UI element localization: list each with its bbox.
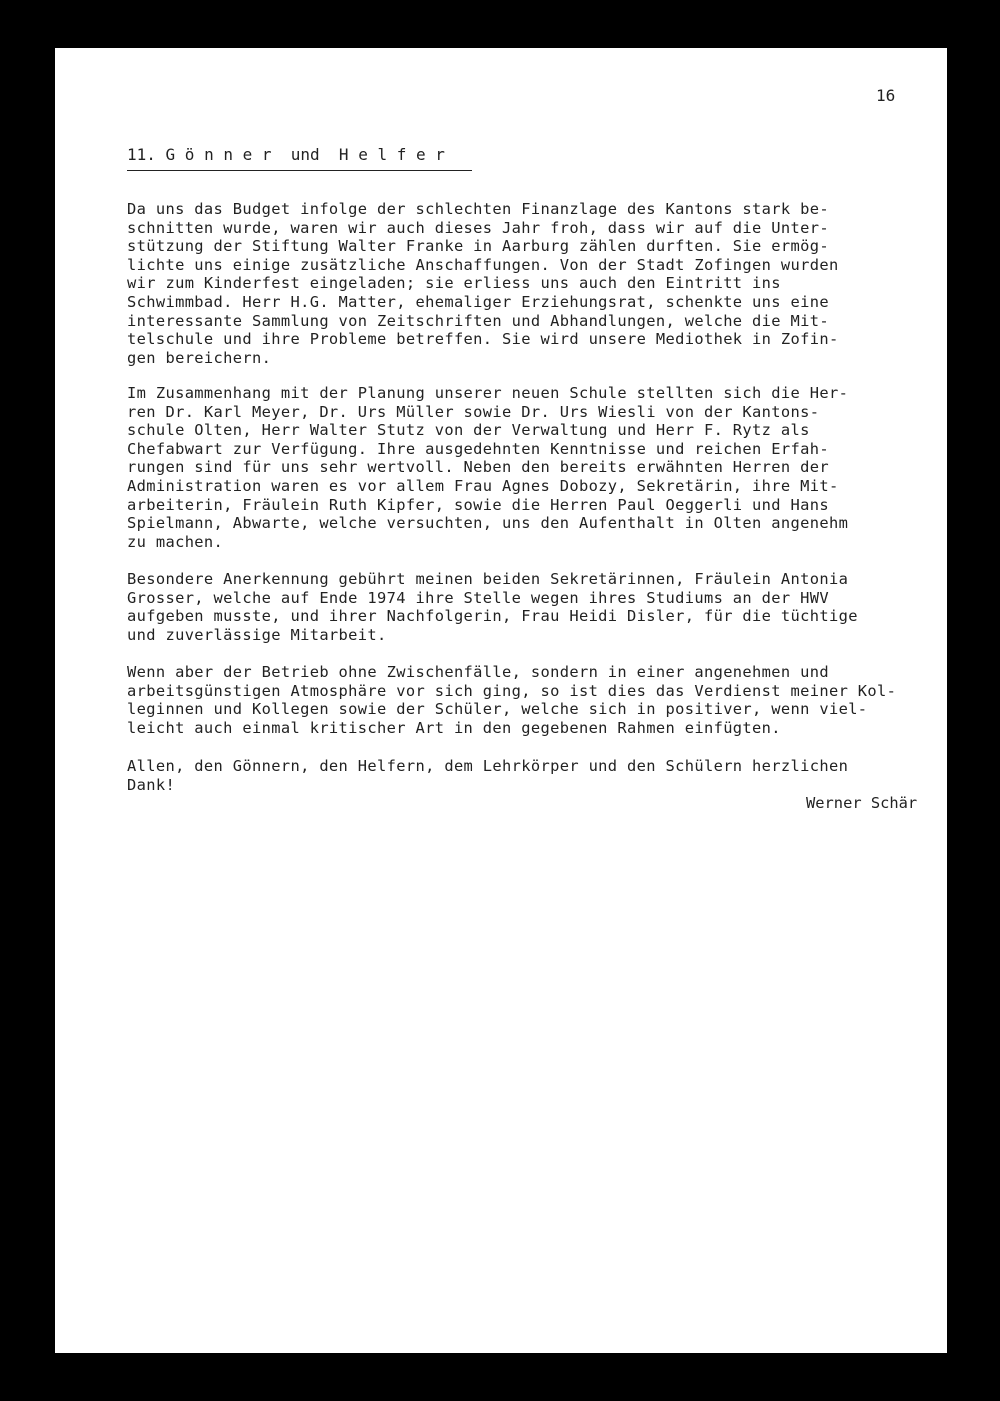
paragraph-secretaries: Besondere Anerkennung gebührt meinen beiden Sekretärinnen, Fräulein Antonia Grosser, welche auf Ende 1974 ihre Stelle wegen ihres Studiums an der HWV aufgeben musste, und ihrer Nachfolgerin, Frau Heidi Disler, für die tüchtige und zuverlässige Mitarbeit.: [127, 570, 858, 644]
paragraph-colleagues: Wenn aber der Betrieb ohne Zwischenfälle, sondern in einer angenehmen und arbeitsgünstigen Atmosphäre vor sich ging, so ist dies das Verdienst meiner Kol- leginnen und Kollegen sowie der Schüler, welche sich in positiver, wenn viel- leicht auch einmal kritischer Art in den gegebenen Rahmen einfügten.: [127, 663, 897, 737]
section-heading: 11. G ö n n e r und H e l f e r: [127, 145, 472, 171]
paragraph-thanks: Allen, den Gönnern, den Helfern, dem Lehrkörper und den Schülern herzlichen Dank!: [127, 757, 849, 794]
paragraph-planning: Im Zusammenhang mit der Planung unserer neuen Schule stellten sich die Her- ren Dr. Karl Meyer, Dr. Urs Müller sowie Dr. Urs Wiesli von der Kantons- schule Olten, Herr Walter Stutz von der Verwaltung und Herr F. Rytz als Chefabwart zur Verfügung. Ihre ausgedehnten Kenntnisse und reichen Erfah- rungen sind für uns sehr wertvoll. Neben den bereits erwähnten Herren der Administration waren es vor allem Frau Agnes Dobozy, Sekretärin, ihre Mit- arbeiterin, Fräulein Ruth Kipfer, sowie die Herren Paul Oeggerli und Hans Spielmann, Abwarte, welche versuchten, uns den Aufenthalt in Olten angenehm zu machen.: [127, 384, 849, 551]
paragraph-sponsors: Da uns das Budget infolge der schlechten Finanzlage des Kantons stark be- schnitten wurde, waren wir auch dieses Jahr froh, dass wir auf die Unter- stützung der Stiftung Walter Franke in Aarburg zählen durften. Sie ermög- lichte uns einige zusätzliche Anschaffungen. Von der Stadt Zofingen wurden wir zum Kinderfest eingeladen; sie erliess uns auch den Eintritt ins Schwimmbad. Herr H.G. Matter, ehemaliger Erziehungsrat, schenkte uns eine interessante Sammlung von Zeitschriften und Abhandlungen, welche die Mit- telschule und ihre Probleme betreffen. Sie wird unsere Mediothek in Zofin- gen bereichern.: [127, 200, 839, 367]
signature: Werner Schär: [806, 794, 918, 812]
page-number: 16: [876, 86, 896, 105]
